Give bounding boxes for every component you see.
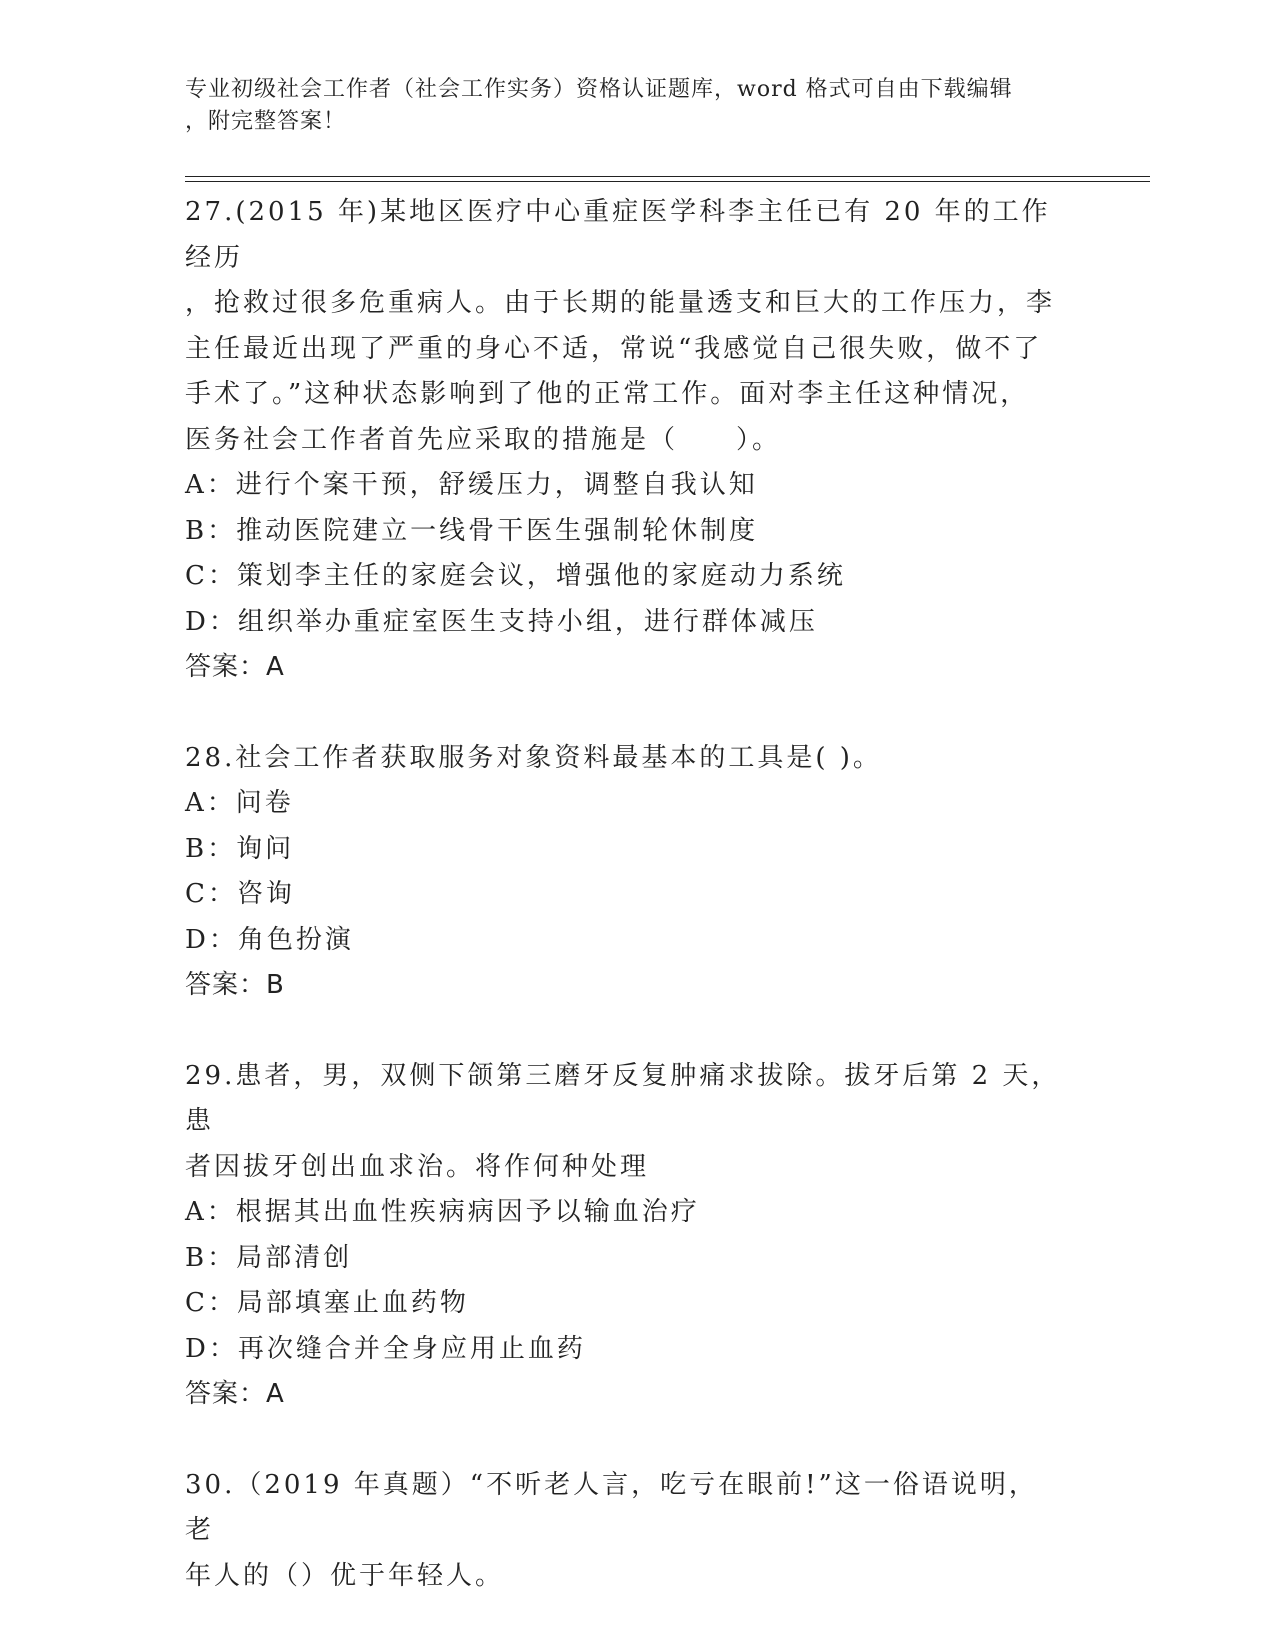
header-line-1: 专业初级社会工作者（社会工作实务）资格认证题库，word 格式可自由下载编辑	[185, 77, 1013, 102]
option-d: D：组织举办重症室医生支持小组，进行群体减压	[185, 606, 818, 637]
option-b: B：询问	[185, 833, 295, 864]
question-stem-line: 27.(2015 年)某地区医疗中心重症医学科李主任已有 20 年的工作经历	[185, 197, 1051, 273]
question-stem-line: 手术了。”这种状态影响到了他的正常工作。面对李主任这种情况，	[185, 379, 1030, 409]
question-stem-line: 年人的（）优于年轻人。	[185, 1560, 505, 1591]
question-29	[185, 1054, 1065, 1418]
answer: 答案：B	[185, 970, 285, 1000]
header-rule-top	[185, 176, 1150, 177]
question-30	[185, 1463, 1065, 1600]
option-b: B：推动医院建立一线骨干医生强制轮休制度	[185, 515, 759, 546]
question-28	[185, 736, 1065, 1009]
header-rule-bottom	[185, 181, 1150, 182]
question-stem-line: 者因拔牙创出血求治。将作何种处理	[185, 1151, 650, 1182]
option-c: C：策划李主任的家庭会议，增强他的家庭动力系统	[185, 561, 846, 591]
answer: 答案：A	[185, 1379, 285, 1409]
question-stem-line: ，抢救过很多危重病人。由于长期的能量透支和巨大的工作压力，李	[185, 288, 1056, 318]
option-a: A：根据其出血性疾病病因予以输血治疗	[185, 1197, 700, 1227]
question-list	[185, 190, 1065, 1599]
question-27	[185, 190, 1065, 691]
option-b: B：局部清创	[185, 1242, 353, 1273]
question-stem-line: 29.患者，男，双侧下颌第三磨牙反复肿痛求拔除。拔牙后第 2 天，患	[185, 1060, 1061, 1136]
option-a: A：问卷	[185, 788, 294, 818]
header-line-2: ，附完整答案！	[185, 109, 347, 134]
option-c: C：局部填塞止血药物	[185, 1288, 469, 1318]
option-d: D：角色扮演	[185, 924, 354, 955]
question-stem-line: 主任最近出现了严重的身心不适，常说“我感觉自己很失败，做不了	[185, 333, 1043, 364]
option-d: D：再次缝合并全身应用止血药	[185, 1333, 586, 1364]
question-stem-line: 医务社会工作者首先应采取的措施是（ ）。	[185, 424, 782, 455]
option-a: A：进行个案干预，舒缓压力，调整自我认知	[185, 470, 758, 500]
answer: 答案：A	[185, 652, 285, 682]
document-header	[185, 74, 1065, 138]
question-stem-line: 30.（2019 年真题）“不听老人言，吃亏在眼前!”这一俗语说明，老	[185, 1469, 1038, 1545]
question-stem-line: 28.社会工作者获取服务对象资料最基本的工具是( )。	[185, 742, 882, 773]
option-c: C：咨询	[185, 879, 295, 909]
